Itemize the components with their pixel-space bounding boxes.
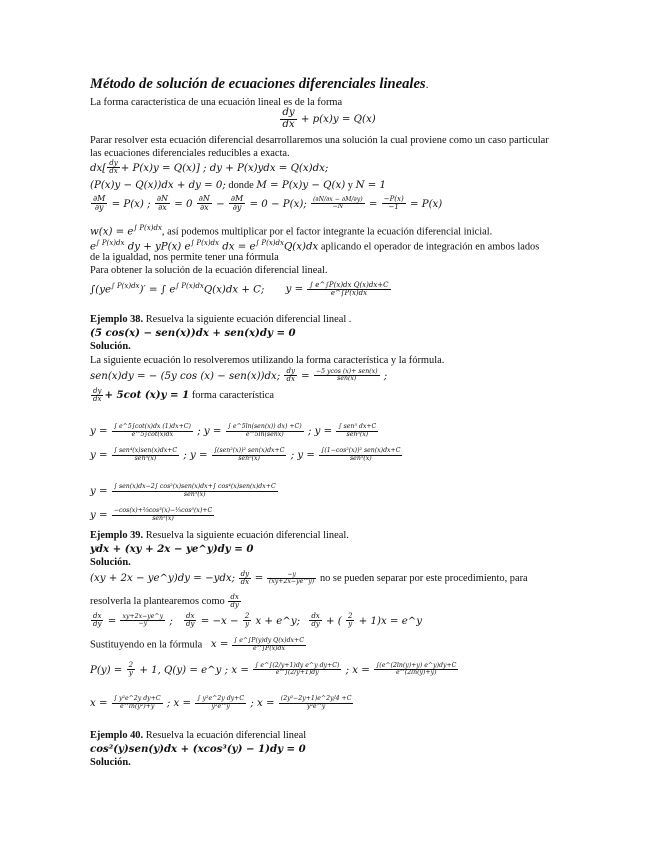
example-38-result: y = $\frac{\text{−cos(x)+⅔cos³(x)−⅕cos⁵(x)+C}}{\text{sen⁵(x)}}$	[90, 507, 213, 522]
derivation-line-2: (P(x)y − Q(x))dx + dy = 0; donde M = P(x)y − Q(x) y N = 1	[90, 180, 387, 191]
derivation-line-1: dx[ $\frac{dy}{dx}$ + P(x)y = Q(x)] ; dy + P(x)ydx = Q(x)dx;	[90, 159, 329, 176]
derivation-line-3: $\frac{\partial M}{\partial y}$ = P(x) ; $\frac{\partial N}{\partial x}$ = 0 $\frac{\partial N}{\partial x}$ − $\frac{\partial M}{\partial y}$ = 0 − P(x); $\frac{(\partial N/\partial x - \partial M/\partial y)}{-N}$ = $\frac{-P(x)}{-1}$ = P(x)	[93, 194, 443, 213]
derivation-line-5: $e^{\int P(x)dx}$ dy + yP(x) $e^{\int P(x)dx}$ dx = $e^{\int P(x)dx}Q(x)dx$ aplicando el operador de integración en ambos lados	[90, 239, 540, 253]
example-38-text: La siguiente ecuación lo resolveremos utilizando la forma característica y la fórmula.	[90, 355, 445, 366]
page-title: Método de solución de ecuaciones diferenciales lineales.	[90, 76, 429, 92]
derivation-line-6: de la igualdad, nos permite tener una fórmula	[90, 252, 279, 263]
intro-line-3: las ecuaciones diferenciales reducibles a exacta.	[90, 148, 290, 159]
characteristic-form: $\frac{dy}{dx}$ + p(x)y = Q(x)	[282, 107, 376, 130]
example-39-line-2: resolverla la plantearemos como $\frac{dx}{dy}$	[90, 593, 239, 610]
example-39-line-3: $\frac{dx}{dy}$ = $\frac{xy+2x-ye\^{}y}{-y}$ ; $\frac{dx}{dy}$ = −x − $\frac{2}{y}$ x + e^y; $\frac{dx}{dy}$ + ( $\frac{2}{y}$ + 1)x = e^y	[93, 612, 423, 629]
derivation-line-7: Para obtener la solución de la ecuación diferencial lineal.	[90, 265, 328, 276]
derivation-line-4: $w(x) = e^{\int P(x)dx}$, así podemos multiplicar por el factor integrante la ecuación diferencial inicial.	[90, 224, 493, 238]
example-38-solution-label: Solución.	[90, 341, 131, 352]
example-38-line-2: $\frac{dy}{dx}$ + 5cot (x)y = 1 forma característica	[93, 387, 275, 404]
example-40-equation: cos²(y)sen(y)dx + (xcos³(y) − 1)dy = 0	[90, 743, 306, 755]
example-39-line-4: Sustituyendo en la fórmula x = $\frac{\text{∫ e\textasciicircum{}∫P(y)dy Q(x)dx+C}}{e\^{}\int P(x)dx}$	[90, 637, 304, 652]
example-39-result: x = $\frac{\text{∫ y²e\textasciicircum{}2y dy+C}}{\text{e\textasciicircum{}ln(y²)+y}}$ ; x = $\frac{\text{∫ y²e\textasciicircum{}2y dy+C}}{\text{y²e\textasciicircum{}y}}$ ; x = $\frac{\text{(2y²−2y+1)e\textasciicircum{}2y/4 +C}}{\text{y²e\textasciicircum{}y}}$	[90, 695, 352, 710]
example-38-steps-1: y = $\frac{\int e\^{}5\int\cot(x)dx (1)dx+C)}{e\^{}5\int\cot(x)dx}$ ; y = $\frac{\text{∫ e\textasciicircum{}5ln(sen(x)) dx) +C)}}{\text{e\textasciicircum{}5ln(senx)}}$ ; y = $\frac{\text{∫ sen⁵ dx+C}}{\text{sen⁵(x)}}$	[90, 423, 377, 438]
fraction: $\frac{dy}{dx}$	[282, 107, 295, 130]
example-38-line-1: sen(x)dy = − (5y cos (x) − sen(x))dx; $\frac{dy}{dx}$ = $\frac{\text{−5 ycos (x)+ sen(x)}}{\text{sen(x)}}$ ;	[90, 367, 388, 384]
intro-line-1: La forma característica de una ecuación lineal es de la forma	[90, 97, 343, 108]
example-38-steps-3: y = $\frac{\text{∫ sen(x)dx−2∫ cos²(x)sen(x)dx+∫ cos⁴(x)sen(x)dx+C}}{\text{sen⁵(x)}}$	[90, 483, 276, 498]
solution-formula: $\int(ye^{\int P(x)dx})'$ = ∫ $e^{\int P(x)dx}Q(x)dx + C$; y = $\frac{\text{∫ e\textasciicircum{}∫P(x)dx Q(x)dx+C}}{e\^{}\int P(x)dx}$	[90, 280, 389, 297]
example-38-equation: (5 cos(x) − sen(x))dx + sen(x)dy = 0	[90, 327, 296, 339]
intro-line-2: Parar resolver esta ecuación diferencial desarrollaremos una solución la cual proviene como un caso particular	[90, 135, 549, 146]
example-39-solution-label: Solución.	[90, 557, 131, 568]
example-40-solution-label: Solución.	[90, 757, 131, 768]
example-39-heading: Ejemplo 39. Resuelva la siguiente ecuación diferencial lineal.	[90, 530, 349, 541]
example-38-heading: Ejemplo 38. Resuelva la siguiente ecuación diferencial lineal .	[90, 314, 352, 325]
example-39-line-5: P(y) = $\frac{2}{y}$ + 1, Q(y) = e^y ; x = $\frac{\text{∫ e\textasciicircum{}∫(2/y+1)dy e\textasciicircum{}y dy+C)}}{e\^{}\int(2/y+1)dy}$ ; x = $\frac{\int(e\^{}(2\ln(y)+y) e\^{}y)dy+C}{e\^{}(2\ln(y)+y)}$	[90, 661, 457, 678]
example-39-equation: ydx + (xy + 2x − ye^y)dy = 0	[90, 543, 254, 555]
example-40-heading: Ejemplo 40. Resuelva la ecuación diferencial lineal	[90, 730, 307, 741]
example-38-steps-2: y = $\frac{\text{∫ sen⁴(x)sen(x)dx+C}}{\text{sen⁵(x)}}$ ; y = $\frac{\text{∫(sen²(x))² sen(x)dx+C}}{\text{sen⁵(x)}}$ ; y = $\frac{\text{∫(1−cos²(x))² sen(x)dx+C}}{\text{sen⁵(x)}}$	[90, 447, 401, 462]
example-39-line-1: (xy + 2x − ye^y)dy = −ydx; $\frac{dy}{dx}$ = $\frac{-y}{(xy+2x-ye\^{}y)}$ no se pueden separar por este procedimiento, para	[90, 570, 528, 587]
